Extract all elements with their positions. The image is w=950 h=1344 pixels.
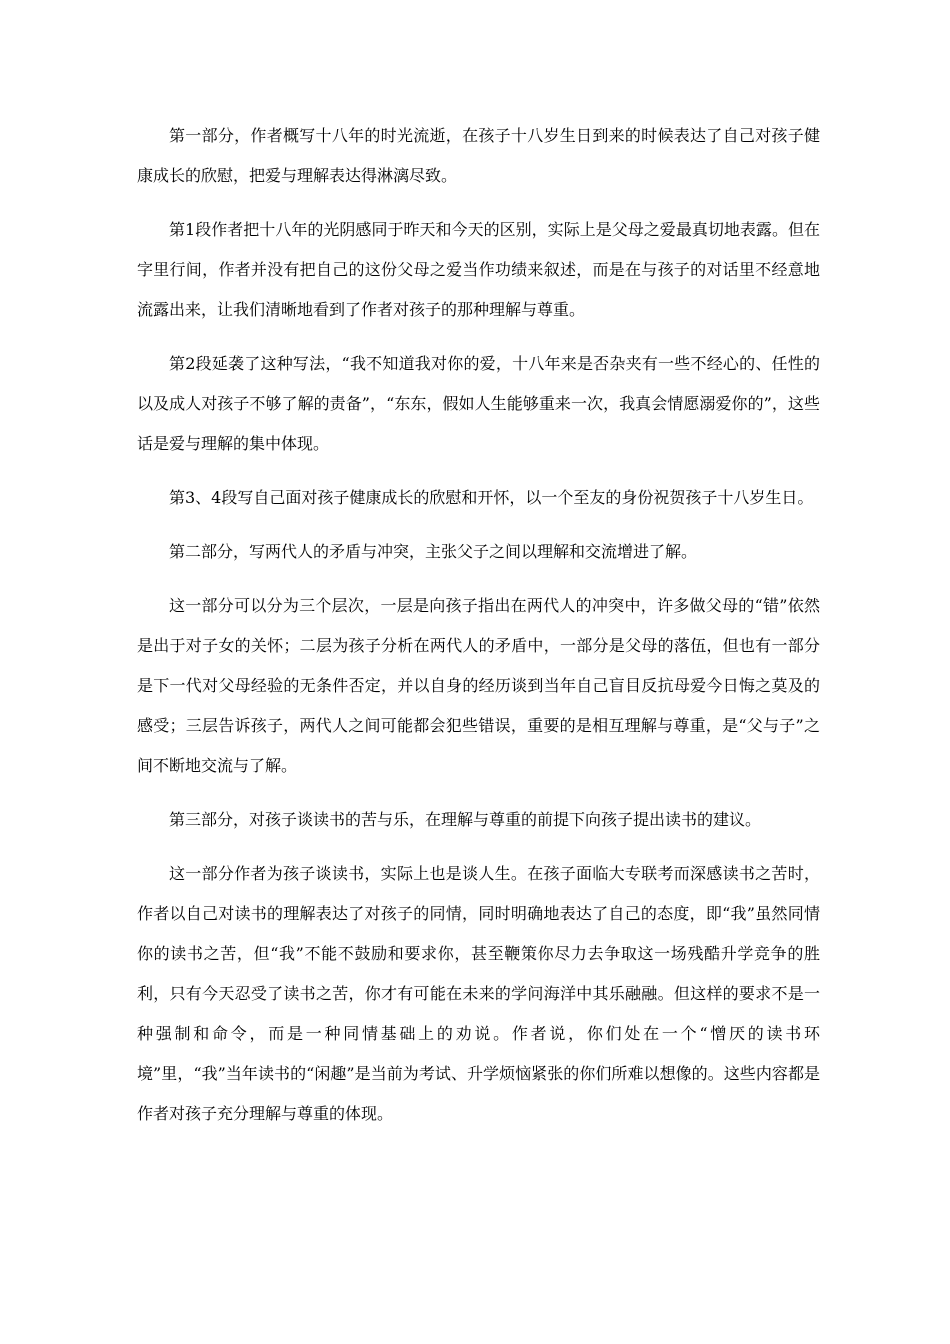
paragraph-part-three-summary: 第三部分，对孩子谈读书的苦与乐，在理解与尊重的前提下向孩子提出读书的建议。 xyxy=(169,810,762,829)
paragraph-part-one-summary: 第一部分，作者概写十八年的时光流逝，在孩子十八岁生日到来的时候表达了自己对孩子健康成长的欣慰，把爱与理解表达得淋漓尽致。 xyxy=(137,126,820,185)
paragraph-section-3-4: 第3、4段写自己面对孩子健康成长的欣慰和开怀，以一个至友的身份祝贺孩子十八岁生日。 xyxy=(169,488,814,507)
paragraph-section-2: 第2段延袭了这种写法，“我不知道我对你的爱，十八年来是否杂夹有一些不经心的、任性的以及成人对孩子不够了解的责备”，“东东，假如人生能够重来一次，我真会情愿溺爱你的”，这些话是爱与理解的集中体现。 xyxy=(137,354,820,453)
paragraph-section-1: 第1段作者把十八年的光阴感同于昨天和今天的区别，实际上是父母之爱最真切地表露。但在字里行间，作者并没有把自己的这份父母之爱当作功绩来叙述，而是在与孩子的对话里不经意地流露出来，让我们清晰地看到了作者对孩子的那种理解与尊重。 xyxy=(137,220,820,319)
paragraph-part-three-detail: 这一部分作者为孩子谈读书，实际上也是谈人生。在孩子面临大专联考而深感读书之苦时，作者以自己对读书的理解表达了对孩子的同情，同时明确地表达了自己的态度，即“我”虽然同情你的读书之苦，但“我”不能不鼓励和要求你，甚至鞭策你尽力去争取这一场残酷升学竞争的胜利，只有今天忍受了读书之苦，你才有可能在未来的学问海洋中其乐融融。但这样的要求不是一种强制和命令，而是一种同情基础上的劝说。作者说，你们处在一个“憎厌的读书环境”里，“我”当年读书的“闲趣”是当前为考试、升学烦恼紧张的你们所难以想像的。这些内容都是作者对孩子充分理解与尊重的体现。 xyxy=(137,864,820,1123)
paragraph-part-two-detail: 这一部分可以分为三个层次，一层是向孩子指出在两代人的冲突中，许多做父母的“错”依然是出于对子女的关怀；二层为孩子分析在两代人的矛盾中，一部分是父母的落伍，但也有一部分是下一代对父母经验的无条件否定，并以自身的经历谈到当年自己盲目反抗母爱今日悔之莫及的感受；三层告诉孩子，两代人之间可能都会犯些错误，重要的是相互理解与尊重，是“父与子”之间不断地交流与了解。 xyxy=(137,596,820,775)
document-page xyxy=(137,116,820,1148)
paragraph-part-two-summary: 第二部分，写两代人的矛盾与冲突，主张父子之间以理解和交流增进了解。 xyxy=(169,542,698,561)
